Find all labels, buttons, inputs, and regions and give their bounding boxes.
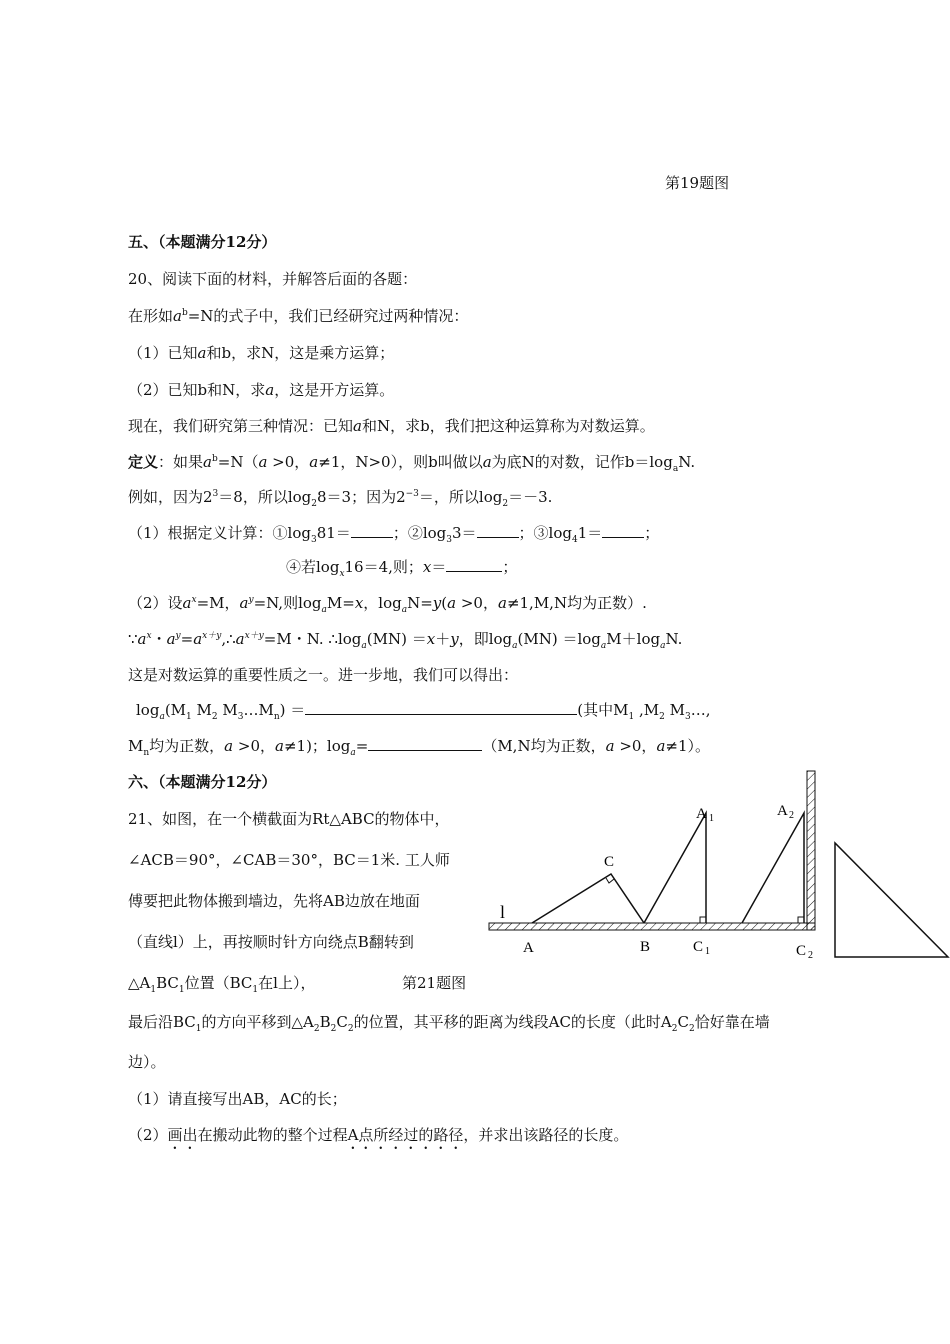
q20-case2: （2）已知b和N，求a，这是开方运算。 [128,381,395,399]
q20-part1-item4: ④若$\log_x16=4$,则；x＝ ； [286,558,518,579]
answer-blank[interactable] [368,736,482,751]
label-c: C [604,854,615,870]
label-c2-sub: 2 [808,950,813,961]
fig21-caption: 第21题图 [402,974,467,992]
label-l: l [500,902,506,922]
label-b: B [640,939,651,955]
q20-definition: 定义：如果$a^b=N(a >0$，a≠1，N>0），则b叫做以a为底N的对数，记作$b=\log_aN$. [128,453,696,474]
q20-example: 例如，因为$2^3=8$，所以$\log_28=3$；因为$2^{-3}=$，所以$\log_2=-3$. [128,488,553,509]
q21-line6: 最后沿$BC_1$的方向平移到$\triangle A_2B_2C_2$的位置，其平移的距离为线段AC的长度（此时$A_2C_2$恰好靠在墙 [128,1013,770,1034]
ground-line [489,923,815,930]
label-a1-sub: 1 [709,813,714,824]
q21-question1: （1）请直接写出AB，AC的长； [128,1090,347,1108]
q21-line5: $\triangle A_1BC_1$位置（$BC_1$在l上）， [128,974,316,995]
label-a2: A [777,803,788,819]
label-a2-sub: 2 [789,810,794,821]
fig19-caption: 第19题图 [665,174,730,192]
label-a: A [523,940,534,956]
q20-now: 现在，我们研究第三种情况：已知a和N，求b，我们把这种运算称为对数运算。 [128,417,655,435]
wall [807,771,815,930]
answer-blank[interactable] [351,523,393,538]
triangle-abc [532,874,644,923]
triangle-a1bc1 [644,813,706,923]
q20-log-product: $\log_a(M_1$ $M_2$ $M_3\dots M_n$) ＝ (其中$M_1$ $,M_2$ $M_3\dots$, [136,701,711,722]
right-angle-mark-c2 [798,917,804,923]
q20-property: 这是对数运算的重要性质之一。进一步地，我们可以得出： [128,666,519,684]
answer-blank[interactable] [446,557,502,572]
q20-case1: （1）已知a和b，求N，这是乘方运算； [128,344,395,362]
figure-21-diagram [480,768,950,968]
q21-line7: 边）。 [128,1053,166,1071]
right-triangle-shape [835,843,948,957]
q21-line2: ∠ACB＝90°，∠CAB＝30°，BC＝1米. 工人师 [128,851,450,869]
right-angle-mark-c [606,878,614,883]
label-c1: C [693,939,704,955]
q20-proof: $\because a^x$・$a^y=a^{x+y},\therefore a^{x+y}=M$・N. $\therefore\log_a(MN) =x+y$，即$\log_a(MN) =\log_aM+\log_aN$. [128,630,683,651]
q20-log-quotient: $M_n$均为正数，a >0，a≠1)；$\log_a= (M,N$均为正数，a >0，a≠1）。 [128,737,711,758]
q20-part1: （1）根据定义计算：$①\log_381=$ ；$②\log_33=$ ；$③\log_41=$ ； [128,524,660,545]
answer-blank[interactable] [602,523,644,538]
label-a1: A [696,806,707,822]
q20-intro: 20、阅读下面的材料，并解答后面的各题： [128,270,418,288]
q21-line3: 傅要把此物体搬到墙边，先将AB边放在地面 [128,892,420,910]
label-c2: C [796,943,807,959]
section6-header: 六、（本题满分12分） [128,773,277,791]
q21-line1: 21、如图，在一个横截面为Rt△ABC的物体中， [128,810,450,828]
answer-blank[interactable] [477,523,519,538]
q21-question2: （2）画出在搬动此物的整个过程A点所经过的路径，并求出该路径的长度。 [128,1126,629,1144]
q20-form-line: 在形如$a^b=N$的式子中，我们已经研究过两种情况： [128,307,469,325]
right-angle-mark-c1 [700,917,706,923]
label-c1-sub: 1 [705,946,710,957]
q21-line4: （直线l）上，再按顺时针方向绕点B翻转到 [128,933,414,951]
q20-part2: （2）设$a^x=M$，$a^y=N$,则$\log_aM=x$，$\log_aN=y(a >0$，a≠1,M,N均为正数）. [128,594,647,615]
section5-header: 五、（本题满分12分） [128,233,277,251]
triangle-a2b2c2 [742,813,804,923]
answer-blank[interactable] [305,700,577,715]
